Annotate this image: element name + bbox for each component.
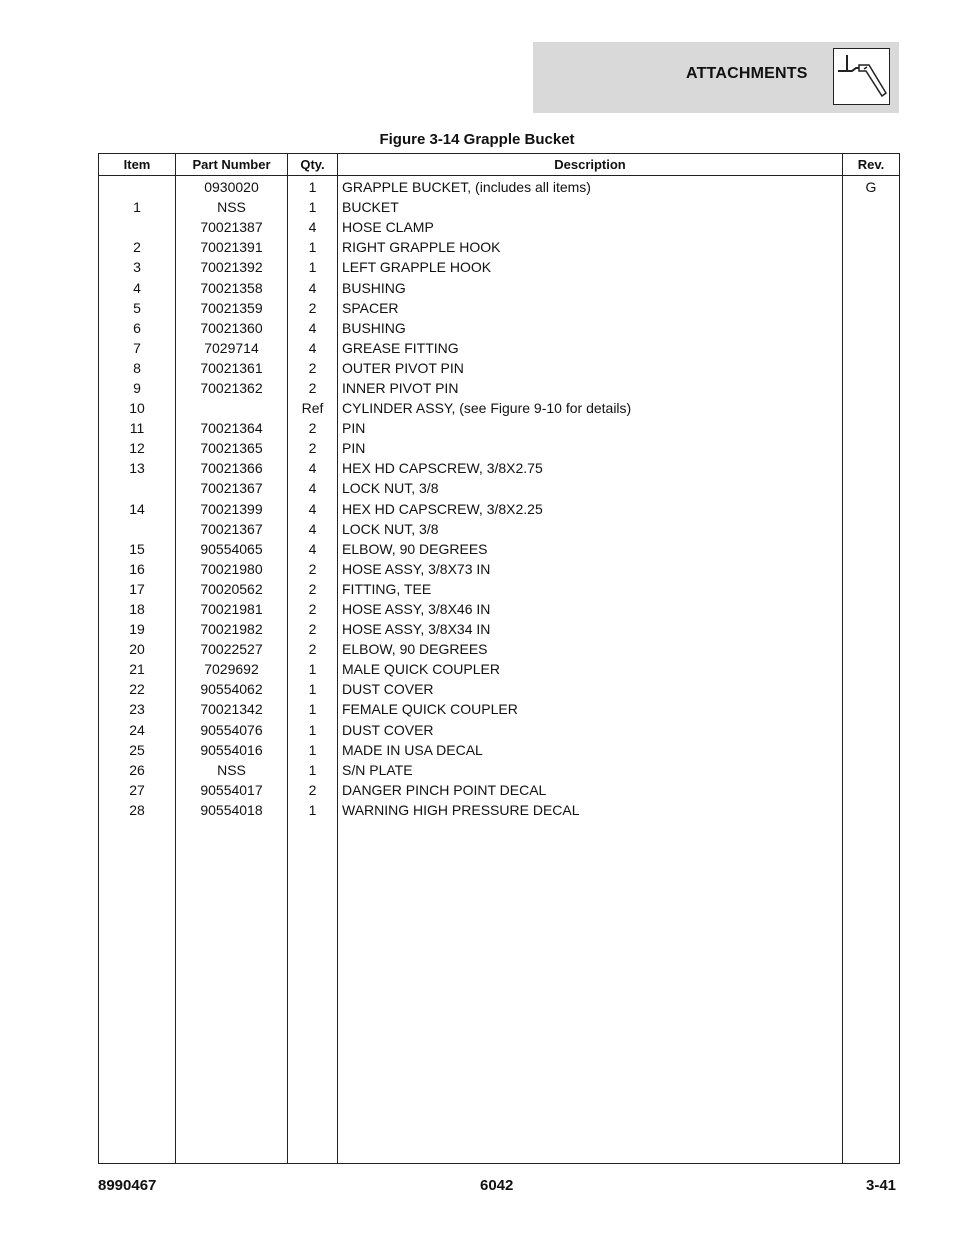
table-row xyxy=(99,398,900,418)
table-row xyxy=(99,176,900,198)
cell-part-number: 70021367 xyxy=(176,519,288,539)
table-row xyxy=(99,217,900,237)
table-row xyxy=(99,499,900,519)
cell-description: MALE QUICK COUPLER xyxy=(338,659,843,679)
table-row xyxy=(99,579,900,599)
cell-rev xyxy=(843,800,900,820)
cell-rev xyxy=(843,639,900,659)
cell-description: FITTING, TEE xyxy=(338,579,843,599)
table-row xyxy=(99,679,900,699)
cell-part-number: 70021362 xyxy=(176,378,288,398)
cell-item: 2 xyxy=(99,237,176,257)
cell-item: 22 xyxy=(99,679,176,699)
empty-cell xyxy=(288,820,338,1164)
cell-description: BUSHING xyxy=(338,318,843,338)
cell-item: 25 xyxy=(99,740,176,760)
table-row xyxy=(99,358,900,378)
cell-part-number: NSS xyxy=(176,197,288,217)
cell-rev: G xyxy=(843,176,900,198)
cell-part-number: 90554016 xyxy=(176,740,288,760)
footer-manual-number: 8990467 xyxy=(98,1177,157,1194)
cell-part-number xyxy=(176,398,288,418)
cell-part-number: 70021365 xyxy=(176,438,288,458)
cell-rev xyxy=(843,217,900,237)
cell-rev xyxy=(843,720,900,740)
table-row xyxy=(99,639,900,659)
cell-rev xyxy=(843,740,900,760)
table-row xyxy=(99,780,900,800)
cell-qty: 4 xyxy=(288,458,338,478)
cell-part-number: 90554017 xyxy=(176,780,288,800)
table-row xyxy=(99,720,900,740)
empty-cell xyxy=(338,820,843,1164)
cell-part-number: 90554065 xyxy=(176,539,288,559)
cell-description: ELBOW, 90 DEGREES xyxy=(338,539,843,559)
cell-qty: 4 xyxy=(288,539,338,559)
cell-item: 4 xyxy=(99,277,176,297)
cell-description: GRAPPLE BUCKET, (includes all items) xyxy=(338,176,843,198)
table-row xyxy=(99,760,900,780)
cell-rev xyxy=(843,418,900,438)
cell-qty: 4 xyxy=(288,217,338,237)
cell-qty: 1 xyxy=(288,659,338,679)
column-header-part-number: Part Number xyxy=(176,154,288,176)
cell-description: LEFT GRAPPLE HOOK xyxy=(338,257,843,277)
table-row xyxy=(99,237,900,257)
cell-qty: 4 xyxy=(288,277,338,297)
cell-description: HEX HD CAPSCREW, 3/8X2.25 xyxy=(338,499,843,519)
cell-item: 16 xyxy=(99,559,176,579)
cell-qty: 4 xyxy=(288,519,338,539)
cell-part-number: 90554076 xyxy=(176,720,288,740)
cell-qty: 1 xyxy=(288,237,338,257)
cell-description: WARNING HIGH PRESSURE DECAL xyxy=(338,800,843,820)
table-filler-row xyxy=(99,820,900,1164)
cell-part-number: 70021359 xyxy=(176,298,288,318)
cell-description: HOSE ASSY, 3/8X34 IN xyxy=(338,619,843,639)
cell-qty: 1 xyxy=(288,197,338,217)
cell-item xyxy=(99,478,176,498)
cell-rev xyxy=(843,298,900,318)
cell-part-number: 70020562 xyxy=(176,579,288,599)
column-header-rev: Rev. xyxy=(843,154,900,176)
cell-rev xyxy=(843,478,900,498)
cell-part-number: 70021391 xyxy=(176,237,288,257)
cell-rev xyxy=(843,579,900,599)
cell-rev xyxy=(843,619,900,639)
table-row xyxy=(99,659,900,679)
cell-qty: 2 xyxy=(288,619,338,639)
parts-table xyxy=(98,153,900,1164)
table-row xyxy=(99,277,900,297)
cell-qty: Ref xyxy=(288,398,338,418)
cell-description: MADE IN USA DECAL xyxy=(338,740,843,760)
cell-item: 7 xyxy=(99,338,176,358)
cell-description: DUST COVER xyxy=(338,679,843,699)
cell-part-number: 70021982 xyxy=(176,619,288,639)
cell-item: 21 xyxy=(99,659,176,679)
cell-item: 26 xyxy=(99,760,176,780)
cell-part-number: 70021358 xyxy=(176,277,288,297)
cell-part-number: 70021399 xyxy=(176,499,288,519)
cell-item: 18 xyxy=(99,599,176,619)
cell-rev xyxy=(843,539,900,559)
table-row xyxy=(99,418,900,438)
cell-qty: 4 xyxy=(288,318,338,338)
cell-item: 15 xyxy=(99,539,176,559)
table-row xyxy=(99,338,900,358)
attachment-arm-icon xyxy=(833,48,890,105)
cell-qty: 4 xyxy=(288,478,338,498)
cell-item xyxy=(99,217,176,237)
cell-part-number: 70021364 xyxy=(176,418,288,438)
footer-model: 6042 xyxy=(480,1177,514,1194)
cell-qty: 1 xyxy=(288,699,338,719)
cell-item: 17 xyxy=(99,579,176,599)
cell-item: 1 xyxy=(99,197,176,217)
cell-rev xyxy=(843,257,900,277)
table-row xyxy=(99,559,900,579)
cell-description: HOSE CLAMP xyxy=(338,217,843,237)
cell-qty: 2 xyxy=(288,438,338,458)
cell-item: 23 xyxy=(99,699,176,719)
cell-rev xyxy=(843,378,900,398)
cell-rev xyxy=(843,659,900,679)
cell-rev xyxy=(843,559,900,579)
cell-description: HOSE ASSY, 3/8X46 IN xyxy=(338,599,843,619)
cell-rev xyxy=(843,679,900,699)
column-header-item: Item xyxy=(99,154,176,176)
table-row xyxy=(99,197,900,217)
cell-rev xyxy=(843,760,900,780)
cell-item xyxy=(99,519,176,539)
cell-part-number: 70021361 xyxy=(176,358,288,378)
cell-qty: 4 xyxy=(288,338,338,358)
cell-description: GREASE FITTING xyxy=(338,338,843,358)
cell-description: HEX HD CAPSCREW, 3/8X2.75 xyxy=(338,458,843,478)
table-row xyxy=(99,800,900,820)
cell-item: 24 xyxy=(99,720,176,740)
table-row xyxy=(99,318,900,338)
cell-qty: 1 xyxy=(288,176,338,198)
table-header-row xyxy=(99,154,900,176)
cell-item: 6 xyxy=(99,318,176,338)
table-row xyxy=(99,519,900,539)
cell-description: PIN xyxy=(338,418,843,438)
cell-qty: 1 xyxy=(288,760,338,780)
table-row xyxy=(99,539,900,559)
cell-description: FEMALE QUICK COUPLER xyxy=(338,699,843,719)
cell-qty: 1 xyxy=(288,720,338,740)
cell-qty: 2 xyxy=(288,579,338,599)
cell-rev xyxy=(843,358,900,378)
table-row xyxy=(99,298,900,318)
cell-part-number: 70021366 xyxy=(176,458,288,478)
cell-item: 11 xyxy=(99,418,176,438)
cell-description: INNER PIVOT PIN xyxy=(338,378,843,398)
empty-cell xyxy=(843,820,900,1164)
cell-description: S/N PLATE xyxy=(338,760,843,780)
cell-item: 19 xyxy=(99,619,176,639)
cell-qty: 1 xyxy=(288,679,338,699)
cell-rev xyxy=(843,599,900,619)
cell-item: 27 xyxy=(99,780,176,800)
cell-description: BUCKET xyxy=(338,197,843,217)
cell-rev xyxy=(843,277,900,297)
cell-item: 9 xyxy=(99,378,176,398)
cell-description: PIN xyxy=(338,438,843,458)
cell-description: DUST COVER xyxy=(338,720,843,740)
cell-item: 20 xyxy=(99,639,176,659)
cell-item: 12 xyxy=(99,438,176,458)
cell-item xyxy=(99,176,176,198)
cell-rev xyxy=(843,499,900,519)
section-title: ATTACHMENTS xyxy=(686,65,808,82)
cell-part-number: 90554018 xyxy=(176,800,288,820)
table-row xyxy=(99,438,900,458)
cell-qty: 1 xyxy=(288,800,338,820)
table-row xyxy=(99,619,900,639)
cell-item: 8 xyxy=(99,358,176,378)
cell-part-number: 0930020 xyxy=(176,176,288,198)
cell-rev xyxy=(843,197,900,217)
cell-rev xyxy=(843,398,900,418)
cell-qty: 2 xyxy=(288,418,338,438)
footer-page-number: 3-41 xyxy=(866,1177,897,1194)
figure-title: Figure 3-14 Grapple Bucket xyxy=(379,131,575,148)
table-row xyxy=(99,458,900,478)
table-row xyxy=(99,599,900,619)
table-row xyxy=(99,699,900,719)
cell-qty: 2 xyxy=(288,378,338,398)
cell-rev xyxy=(843,338,900,358)
cell-part-number: 7029692 xyxy=(176,659,288,679)
cell-rev xyxy=(843,780,900,800)
table-row xyxy=(99,740,900,760)
cell-item: 28 xyxy=(99,800,176,820)
cell-rev xyxy=(843,318,900,338)
table-row xyxy=(99,478,900,498)
cell-part-number: 70022527 xyxy=(176,639,288,659)
cell-qty: 2 xyxy=(288,780,338,800)
cell-item: 14 xyxy=(99,499,176,519)
cell-part-number: 70021981 xyxy=(176,599,288,619)
cell-qty: 2 xyxy=(288,298,338,318)
empty-cell xyxy=(176,820,288,1164)
cell-description: DANGER PINCH POINT DECAL xyxy=(338,780,843,800)
cell-item: 5 xyxy=(99,298,176,318)
empty-cell xyxy=(99,820,176,1164)
cell-part-number: NSS xyxy=(176,760,288,780)
cell-part-number: 70021342 xyxy=(176,699,288,719)
cell-qty: 1 xyxy=(288,740,338,760)
column-header-description: Description xyxy=(338,154,843,176)
column-header-qty: Qty. xyxy=(288,154,338,176)
cell-part-number: 70021392 xyxy=(176,257,288,277)
cell-part-number: 70021360 xyxy=(176,318,288,338)
cell-description: RIGHT GRAPPLE HOOK xyxy=(338,237,843,257)
cell-part-number: 7029714 xyxy=(176,338,288,358)
cell-qty: 1 xyxy=(288,257,338,277)
cell-part-number: 70021387 xyxy=(176,217,288,237)
table-row xyxy=(99,257,900,277)
cell-item: 10 xyxy=(99,398,176,418)
cell-rev xyxy=(843,519,900,539)
cell-part-number: 70021980 xyxy=(176,559,288,579)
cell-rev xyxy=(843,438,900,458)
cell-qty: 2 xyxy=(288,358,338,378)
cell-qty: 2 xyxy=(288,639,338,659)
cell-qty: 2 xyxy=(288,599,338,619)
cell-qty: 2 xyxy=(288,559,338,579)
cell-description: CYLINDER ASSY, (see Figure 9-10 for details) xyxy=(338,398,843,418)
cell-description: BUSHING xyxy=(338,277,843,297)
cell-description: OUTER PIVOT PIN xyxy=(338,358,843,378)
cell-rev xyxy=(843,237,900,257)
cell-part-number: 70021367 xyxy=(176,478,288,498)
cell-description: ELBOW, 90 DEGREES xyxy=(338,639,843,659)
cell-description: LOCK NUT, 3/8 xyxy=(338,519,843,539)
cell-description: SPACER xyxy=(338,298,843,318)
cell-item: 13 xyxy=(99,458,176,478)
cell-item: 3 xyxy=(99,257,176,277)
cell-rev xyxy=(843,699,900,719)
cell-rev xyxy=(843,458,900,478)
cell-qty: 4 xyxy=(288,499,338,519)
cell-description: LOCK NUT, 3/8 xyxy=(338,478,843,498)
table-row xyxy=(99,378,900,398)
cell-description: HOSE ASSY, 3/8X73 IN xyxy=(338,559,843,579)
cell-part-number: 90554062 xyxy=(176,679,288,699)
